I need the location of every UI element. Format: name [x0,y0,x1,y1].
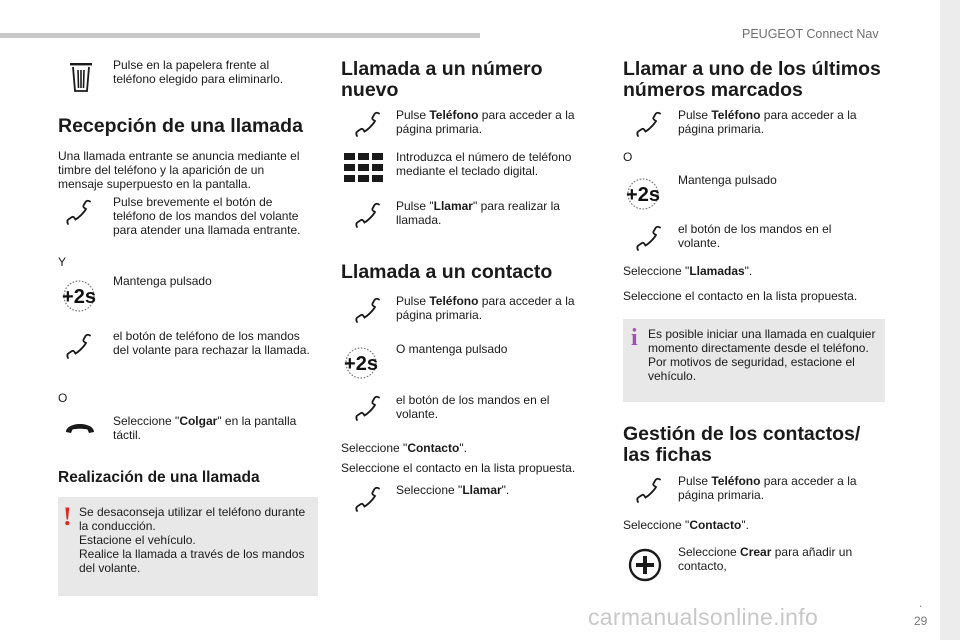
hang-up-icon [63,419,97,437]
phone-handset-icon [634,475,664,505]
sel-llamar-post: ". [501,483,510,497]
sel-contacto-text [623,518,885,532]
llamar-pre: Pulse " [396,199,434,213]
page-dot: . [919,596,923,610]
colgar-step-text [113,414,313,442]
phone-handset-icon [353,295,383,325]
phone-handset-icon [353,484,383,514]
colgar-pre: Seleccione " [113,414,180,428]
hold-2s-icon [340,346,382,380]
llamar-post: " para realizar la llamada. [396,199,560,227]
llamar-bold: Llamar [433,199,473,213]
phone-handset-icon [634,223,664,253]
hold-2s-icon [622,177,664,211]
sel-contacto-bold: Contacto [407,441,460,455]
sel-contacto-post: ". [741,518,749,532]
top-rule [0,33,480,38]
phone-handset-icon [634,109,664,139]
sel-llamar-pre: Seleccione " [396,483,463,497]
sel-llamar-text [396,483,586,497]
heading-realizacion: Realización de una llamada [58,469,260,486]
telefono-step-text [678,108,873,136]
heading-numero-nuevo: Llamada a un número nuevo [341,58,543,101]
conj-o: O [623,150,633,164]
tel-bold: Teléfono [711,108,761,122]
heading-recepcion: Recepción de una llamada [58,115,303,137]
llamar-step-text [396,199,586,227]
crear-step-text [678,545,873,573]
phone-handset-icon [64,331,94,361]
tel-pre: Pulse [678,108,712,122]
info-text: Es posible iniciar una llamada en cualquier momento directamente desde el teléfono. Por motivos de seguridad, estacione el vehículo. [648,327,876,383]
conj-o: O [58,391,68,405]
plus-circle-icon [627,547,663,583]
tel2-post: para acceder a la página primaria. [396,294,575,322]
sel-llamadas-pre: Seleccione " [623,264,690,278]
crear-bold: Crear [740,545,772,559]
sel-llamadas-text [623,264,885,278]
button-wheel-text: el botón de los mandos en el volante. [396,393,550,421]
telefono2-step-text [678,474,873,502]
warning-note [58,497,318,596]
crear-pre: Seleccione [678,545,741,559]
tel2-pre: Pulse [678,474,712,488]
info-note [623,319,885,402]
keypad-icon [344,153,384,183]
colgar-bold: Colgar [179,414,218,428]
reject-step-text: el botón de teléfono de los mandos del volante para rechazar la llamada. [113,329,310,357]
heading-ultimos-numeros: Llamar a uno de los últimos números marcados [623,58,881,101]
watermark: carmanualsonline.info [588,604,819,630]
tel2-bold: Teléfono [429,294,479,308]
tel-pre: Pulse [396,108,430,122]
warning-text: Se desaconseja utilizar el teléfono durante la conducción. Estacione el vehículo. Realice la llamada a través de los mandos del volante. [79,505,306,575]
sel-contacto-pre: Seleccione " [623,518,690,532]
tel2-bold: Teléfono [711,474,761,488]
phone-handset-icon [353,109,383,139]
telefono-step-text [396,108,586,136]
telefono2-step-text [396,294,586,322]
sel-list-text: Seleccione el contacto en la lista propuesta. [623,289,858,303]
sel-contacto-pre: Seleccione " [341,441,408,455]
heading-contacto: Llamada a un contacto [341,261,553,283]
tel-bold: Teléfono [429,108,479,122]
page-edge-strip [940,0,960,640]
hold-text: Mantenga pulsado [678,173,777,187]
sel-contacto-bold: Contacto [689,518,742,532]
sel-llamar-bold: Llamar [462,483,502,497]
sel-llamadas-post: ". [744,264,753,278]
page-number: 29 [914,614,928,628]
button-wheel-text: el botón de los mandos en el volante. [678,222,832,250]
info-icon: i [631,325,638,351]
phone-handset-icon [353,200,383,230]
keypad-step-text: Introduzca el número de teléfono mediante el teclado digital. [396,150,572,178]
sel-list-text: Seleccione el contacto en la lista propuesta. [341,461,576,475]
hold-2s-icon [58,279,100,313]
header-title: PEUGEOT Connect Nav [742,27,879,41]
tel2-post: para acceder a la página primaria. [678,474,857,502]
answer-step-text: Pulse brevemente el botón de teléfono de los mandos del volante para atender una llamada entrante. [113,195,301,237]
conj-y: Y [58,255,67,269]
heading-gestion-contactos: Gestión de los contactos/ las fichas [623,423,861,466]
phone-handset-icon [353,393,383,423]
tel-post: para acceder a la página primaria. [396,108,575,136]
trash-icon [66,58,96,94]
crear-post: para añadir un contacto, [678,545,853,573]
sel-contacto-text [341,441,586,455]
hold-text: O mantenga pulsado [396,342,508,356]
sel-contacto-post: ". [459,441,467,455]
warning-icon: ! [63,502,72,531]
hold-text: Mantenga pulsado [113,274,212,288]
colgar-post: " en la pantalla táctil. [113,414,297,442]
recepcion-intro: Una llamada entrante se anuncia mediante el timbre del teléfono y la aparición de un mensaje superpuesto en la pantalla. [58,149,300,191]
trash-step-text: Pulse en la papelera frente al teléfono elegido para eliminarlo. [113,58,284,86]
sel-llamadas-bold: Llamadas [689,264,745,278]
tel-post: para acceder a la página primaria. [678,108,857,136]
tel2-pre: Pulse [396,294,430,308]
phone-handset-icon [64,197,94,227]
